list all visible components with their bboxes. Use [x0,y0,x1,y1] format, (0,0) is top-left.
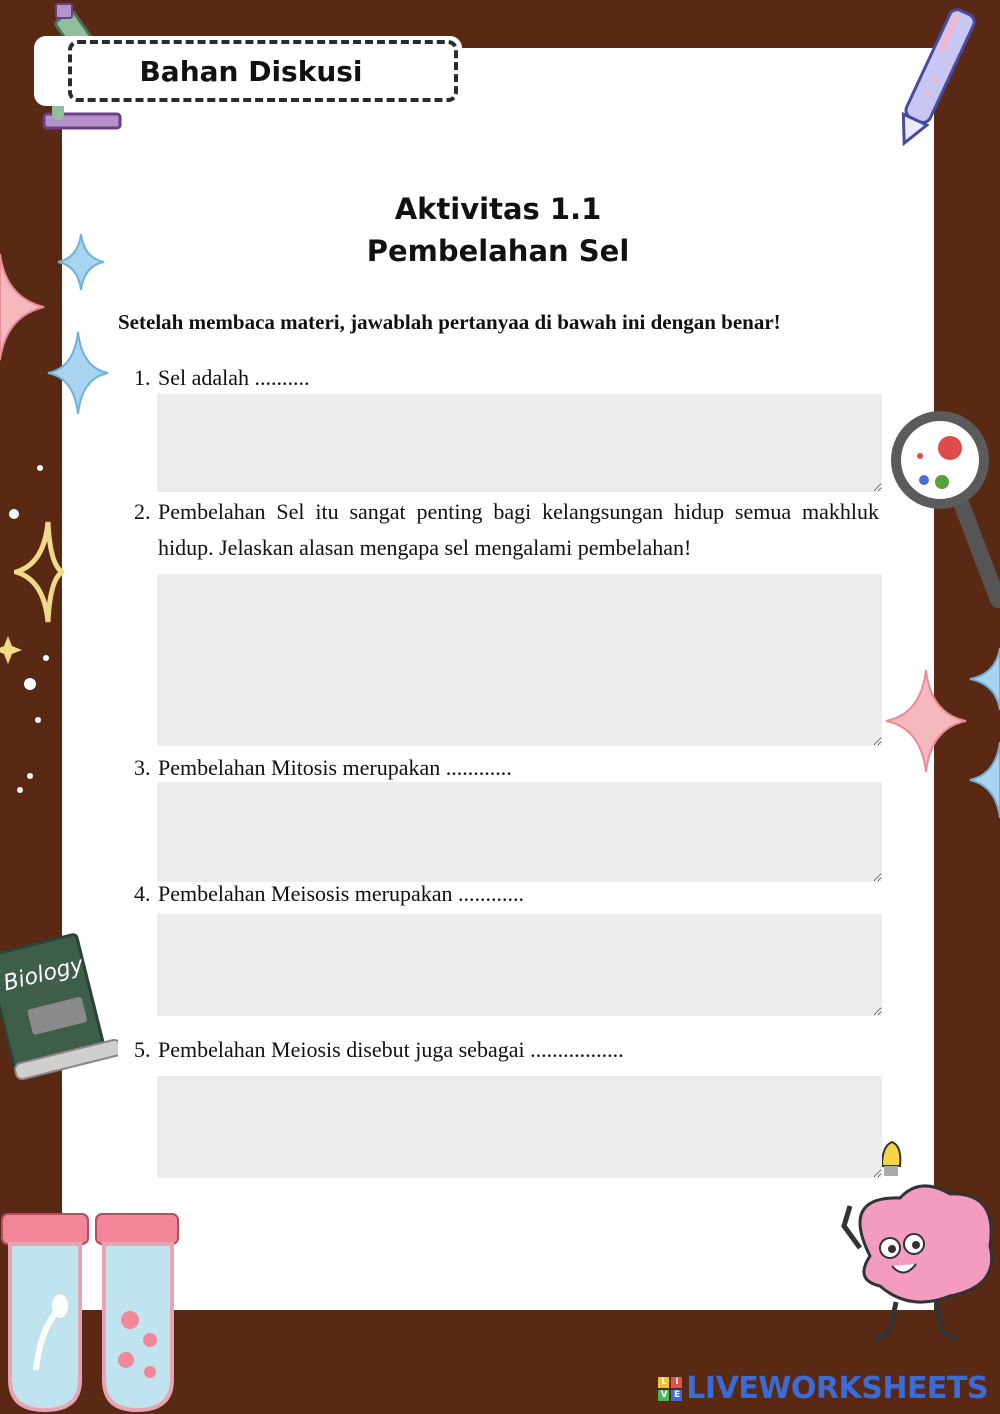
question-item [134,750,879,786]
answer-field-3[interactable] [157,782,882,882]
question-text: Pembelahan Mitosis merupakan ............ [158,755,512,780]
watermark-text: LIVEWORKSHEETS [686,1371,988,1406]
dots-decoration [0,410,60,830]
biology-book-icon [0,920,118,1085]
answer-field-4[interactable] [157,914,882,1016]
activity-subtitle: Pembelahan Sel [366,234,630,268]
pen-icon [890,0,980,155]
question-number: 2. [134,499,151,524]
question-number: 1. [134,365,151,390]
liveworksheets-logo-icon: L I V E [658,1377,682,1401]
header-tag-label: Bahan Diskusi [139,54,363,88]
header-tag [68,40,458,102]
question-number: 4. [134,881,151,906]
book-label: Biology [1,952,86,997]
activity-title: Aktivitas 1.1 [394,192,602,226]
sparkle-icon [46,330,110,416]
liveworksheets-watermark [658,1371,988,1406]
answer-field-1[interactable] [157,394,882,492]
sparkle-icon [966,646,1000,712]
question-text: Sel adalah .......... [158,365,310,390]
question-number: 5. [134,1037,151,1062]
question-item [134,494,879,566]
sparkle-icon [884,668,968,774]
question-text: Pembelahan Meisosis merupakan ............ [158,881,524,906]
sparkle-icon [966,740,1000,820]
question-text: Pembelahan Sel itu sangat penting bagi kelangsungan hidup semua makhluk hidup. Jelaskan alasan mengapa sel mengalami pembelahan! [158,499,879,560]
answer-field-5[interactable] [157,1076,882,1178]
sparkle-icon [0,252,46,362]
magnifier-icon [890,410,1000,610]
question-item [134,876,879,912]
instruction-text: Setelah membaca materi, jawablah pertanyaa di bawah ini dengan benar! [118,310,781,334]
question-text: Pembelahan Meiosis disebut juga sebagai ................. [158,1037,624,1062]
test-tubes-icon [0,1210,182,1414]
answer-field-2[interactable] [157,574,882,746]
question-item [134,360,879,396]
question-item [134,1032,879,1068]
question-number: 3. [134,755,151,780]
